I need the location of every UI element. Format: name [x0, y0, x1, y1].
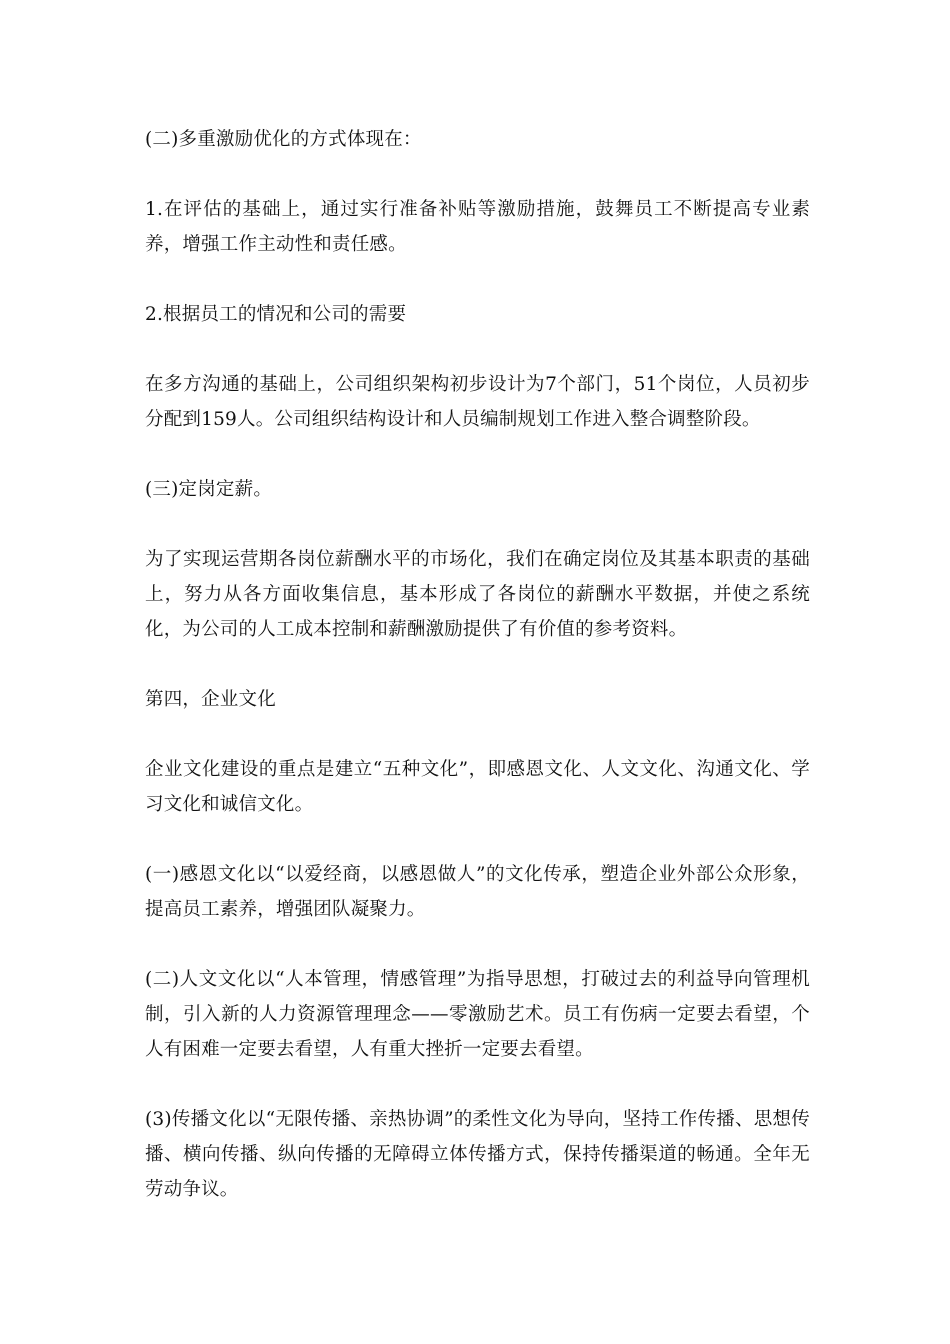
paragraph-heading-corporate-culture: 第四，企业文化	[145, 689, 276, 710]
paragraph-item-2: 2.根据员工的情况和公司的需要	[145, 304, 407, 325]
document-body	[145, 122, 810, 1242]
paragraph-gratitude-culture: (一)感恩文化以“以爱经商，以感恩做人”的文化传承，塑造企业外部公众形象，提高员工素养，增强团队凝聚力。	[145, 864, 810, 920]
paragraph-item-1: 1.在评估的基础上，通过实行准备补贴等激励措施，鼓舞员工不断提高专业素养，增强工作主动性和责任感。	[145, 199, 810, 255]
paragraph-org-structure: 在多方沟通的基础上，公司组织架构初步设计为7个部门，51个岗位，人员初步分配到159人。公司组织结构设计和人员编制规划工作进入整合调整阶段。	[145, 374, 810, 430]
paragraph-communication-culture: (3)传播文化以“无限传播、亲热协调”的柔性文化为导向，坚持工作传播、思想传播、横向传播、纵向传播的无障碍立体传播方式，保持传播渠道的畅通。全年无劳动争议。	[145, 1109, 810, 1200]
paragraph-humanistic-culture: (二)人文文化以“人本管理，情感管理”为指导思想，打破过去的利益导向管理机制，引入新的人力资源管理理念——零激励艺术。员工有伤病一定要去看望，个人有困难一定要去看望，人有重大挫折一定要去看望。	[145, 969, 810, 1060]
paragraph-heading-multi-incentive: (二)多重激励优化的方式体现在：	[145, 129, 422, 150]
paragraph-five-cultures: 企业文化建设的重点是建立“五种文化”，即感恩文化、人文文化、沟通文化、学习文化和诚信文化。	[145, 759, 810, 815]
paragraph-salary-market: 为了实现运营期各岗位薪酬水平的市场化，我们在确定岗位及其基本职责的基础上，努力从各方面收集信息，基本形成了各岗位的薪酬水平数据，并使之系统化，为公司的人工成本控制和薪酬激励提供了有价值的参考资料。	[145, 549, 810, 640]
paragraph-heading-position-salary: (三)定岗定薪。	[145, 479, 273, 500]
